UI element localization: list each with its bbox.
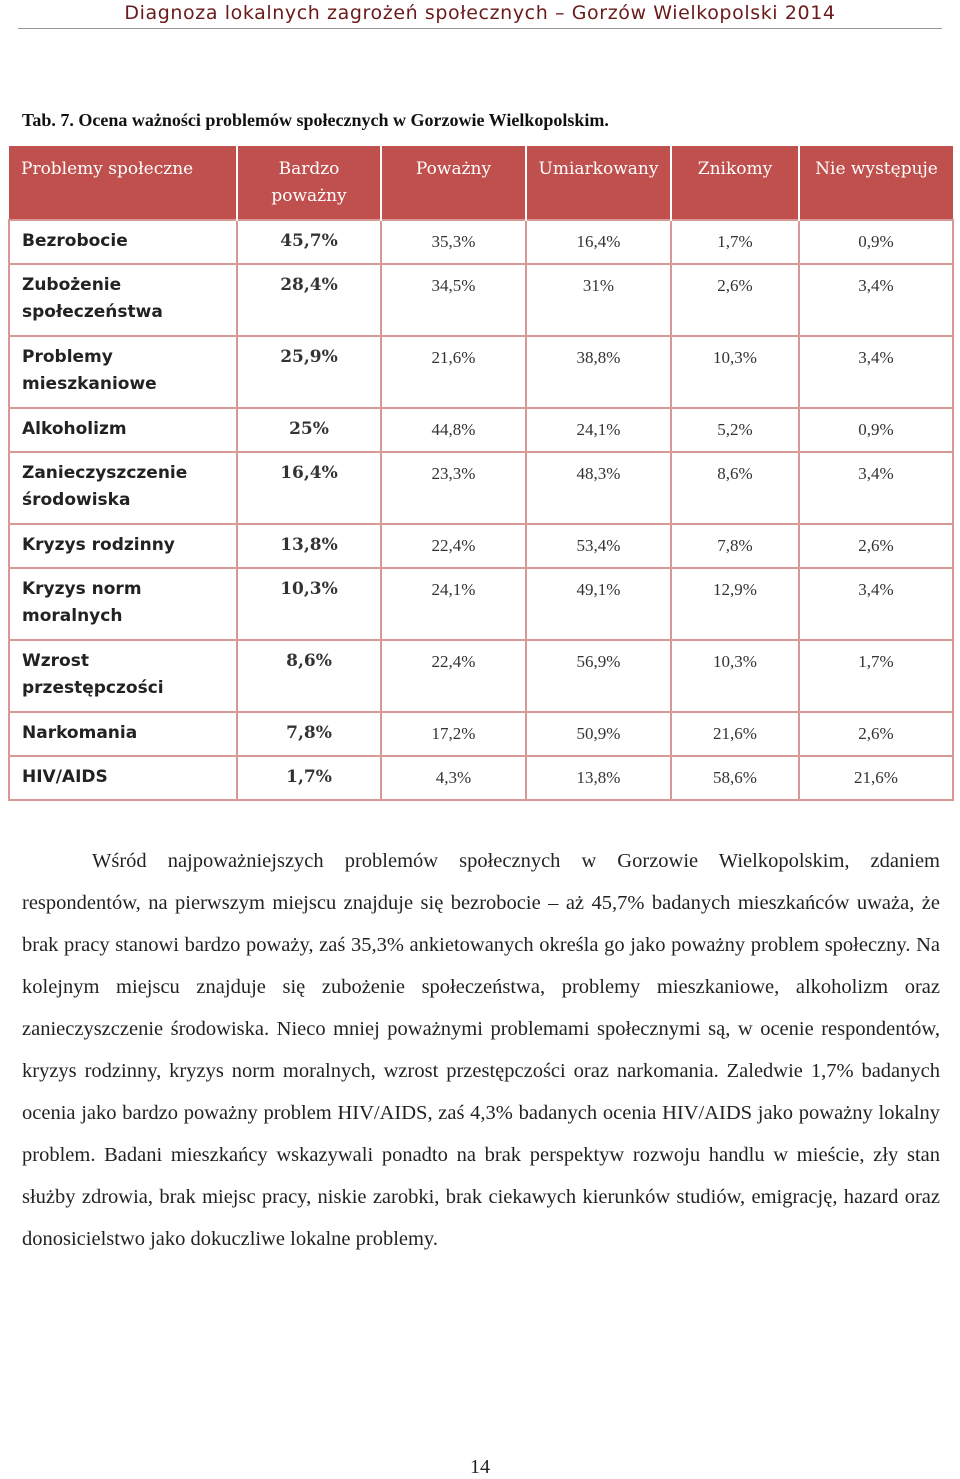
row-label: Bezrobocie xyxy=(9,220,237,264)
table-header-row xyxy=(9,146,953,220)
cell-negligible: 10,3% xyxy=(671,336,799,408)
cell-moderate: 38,8% xyxy=(526,336,671,408)
row-label: HIV/AIDS xyxy=(9,756,237,800)
cell-negligible: 8,6% xyxy=(671,452,799,524)
cell-not-present: 3,4% xyxy=(799,336,953,408)
cell-serious: 35,3% xyxy=(381,220,526,264)
cell-serious: 24,1% xyxy=(381,568,526,640)
row-label: Zubożenie społeczeństwa xyxy=(9,264,237,336)
cell-serious: 17,2% xyxy=(381,712,526,756)
cell-very-serious: 8,6% xyxy=(237,640,381,712)
cell-moderate: 24,1% xyxy=(526,408,671,452)
cell-very-serious: 10,3% xyxy=(237,568,381,640)
column-header: Umiarkowany xyxy=(526,146,671,220)
cell-very-serious: 25,9% xyxy=(237,336,381,408)
cell-negligible: 21,6% xyxy=(671,712,799,756)
cell-very-serious: 28,4% xyxy=(237,264,381,336)
cell-not-present: 3,4% xyxy=(799,264,953,336)
cell-very-serious: 7,8% xyxy=(237,712,381,756)
cell-not-present: 0,9% xyxy=(799,220,953,264)
cell-serious: 4,3% xyxy=(381,756,526,800)
row-label: Kryzys norm moralnych xyxy=(9,568,237,640)
table-row xyxy=(9,264,953,336)
cell-moderate: 48,3% xyxy=(526,452,671,524)
table-row xyxy=(9,712,953,756)
cell-very-serious: 45,7% xyxy=(237,220,381,264)
table-row xyxy=(9,452,953,524)
cell-very-serious: 25% xyxy=(237,408,381,452)
cell-negligible: 12,9% xyxy=(671,568,799,640)
cell-moderate: 53,4% xyxy=(526,524,671,568)
cell-moderate: 49,1% xyxy=(526,568,671,640)
cell-not-present: 2,6% xyxy=(799,524,953,568)
cell-serious: 22,4% xyxy=(381,524,526,568)
table-row xyxy=(9,524,953,568)
column-header: Poważny xyxy=(381,146,526,220)
cell-serious: 22,4% xyxy=(381,640,526,712)
cell-very-serious: 16,4% xyxy=(237,452,381,524)
running-header: Diagnoza lokalnych zagrożeń społecznych – Gorzów Wielkopolski 2014 xyxy=(124,2,836,24)
cell-not-present: 1,7% xyxy=(799,640,953,712)
cell-moderate: 31% xyxy=(526,264,671,336)
table-row xyxy=(9,568,953,640)
cell-moderate: 56,9% xyxy=(526,640,671,712)
cell-negligible: 58,6% xyxy=(671,756,799,800)
row-label: Alkoholizm xyxy=(9,408,237,452)
cell-moderate: 13,8% xyxy=(526,756,671,800)
table-row xyxy=(9,640,953,712)
cell-moderate: 16,4% xyxy=(526,220,671,264)
column-header: Bardzo poważny xyxy=(237,146,381,220)
cell-negligible: 1,7% xyxy=(671,220,799,264)
cell-not-present: 21,6% xyxy=(799,756,953,800)
column-header: Nie występuje xyxy=(815,159,938,179)
cell-negligible: 2,6% xyxy=(671,264,799,336)
cell-very-serious: 1,7% xyxy=(237,756,381,800)
problems-table xyxy=(8,146,954,801)
cell-serious: 34,5% xyxy=(381,264,526,336)
column-header: Problemy społeczne xyxy=(9,146,237,220)
row-label: Zanieczyszczenie środowiska xyxy=(9,452,237,524)
header-divider xyxy=(18,28,942,29)
cell-not-present: 2,6% xyxy=(799,712,953,756)
column-header: Znikomy xyxy=(671,146,799,220)
cell-serious: 23,3% xyxy=(381,452,526,524)
cell-negligible: 5,2% xyxy=(671,408,799,452)
table-row xyxy=(9,408,953,452)
row-label: Wzrost przestępczości xyxy=(9,640,237,712)
table-row xyxy=(9,220,953,264)
cell-negligible: 7,8% xyxy=(671,524,799,568)
table-row xyxy=(9,756,953,800)
row-label: Narkomania xyxy=(9,712,237,756)
cell-very-serious: 13,8% xyxy=(237,524,381,568)
row-label: Problemy mieszkaniowe xyxy=(9,336,237,408)
cell-serious: 21,6% xyxy=(381,336,526,408)
cell-not-present: 0,9% xyxy=(799,408,953,452)
problems-table-container xyxy=(8,146,952,801)
cell-not-present: 3,4% xyxy=(799,568,953,640)
row-label: Kryzys rodzinny xyxy=(9,524,237,568)
cell-serious: 44,8% xyxy=(381,408,526,452)
page-number: 14 xyxy=(470,1456,490,1478)
cell-negligible: 10,3% xyxy=(671,640,799,712)
body-paragraph: Wśród najpoważniejszych problemów społecznych w Gorzowie Wielkopolskim, zdaniem respondentów, na pierwszym miejscu znajduje się bezrobocie – aż 45,7% badanych mieszkańców uważa, że brak pracy stanowi bardzo poważy, zaś 35,3% ankietowanych określa go jako poważny problem społeczny. Na kolejnym miejscu znajduje się zubożenie społeczeństwa, problemy mieszkaniowe, alkoholizm oraz zanieczyszczenie środowiska. Nieco mniej poważnymi problemami społecznymi są, w ocenie respondentów, kryzys rodzinny, kryzys norm moralnych, wzrost przestępczości oraz narkomania. Zaledwie 1,7% badanych ocenia jako bardzo poważny problem HIV/AIDS, zaś 4,3% badanych ocenia HIV/AIDS jako poważny lokalny problem. Badani mieszkańcy wskazywali ponadto na brak perspektyw rozwoju handlu w mieście, zły stan służby zdrowia, brak miejsc pracy, niskie zarobki, brak ciekawych kierunków studiów, emigrację, hazard oraz donosicielstwo jako dokuczliwe lokalne problemy. xyxy=(22,850,940,1250)
cell-not-present: 3,4% xyxy=(799,452,953,524)
cell-moderate: 50,9% xyxy=(526,712,671,756)
table-row xyxy=(9,336,953,408)
table-caption: Tab. 7. Ocena ważności problemów społecznych w Gorzowie Wielkopolskim. xyxy=(22,110,609,130)
